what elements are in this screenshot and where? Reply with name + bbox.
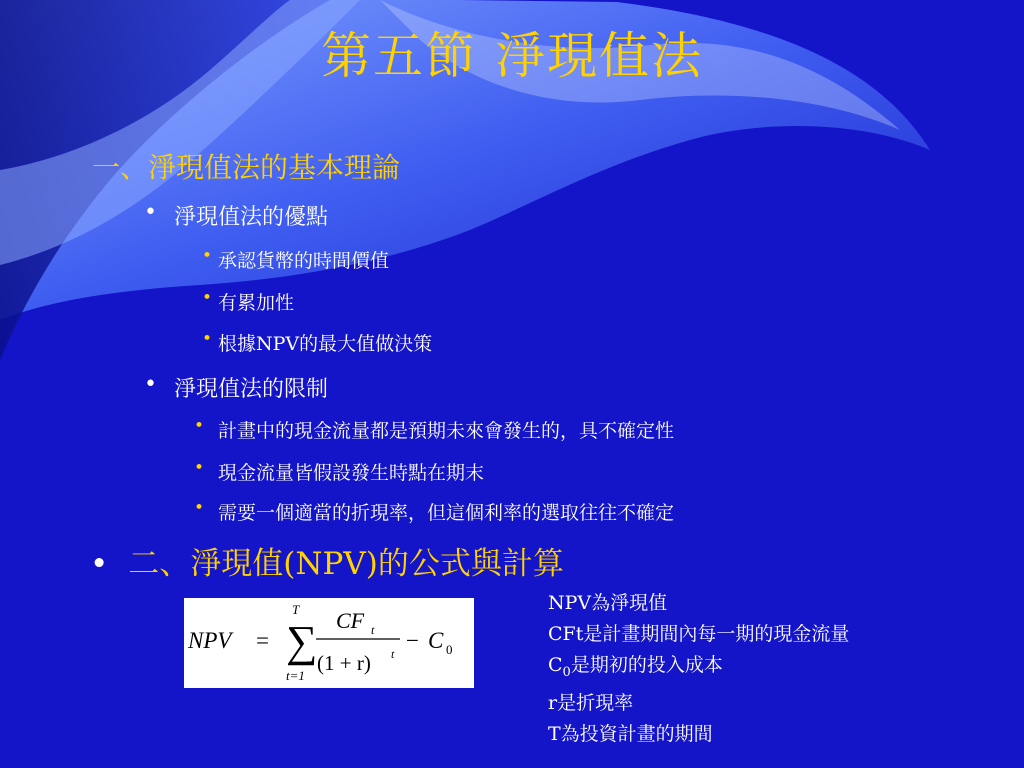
advantages-heading: • 淨現值法的優點 xyxy=(144,200,329,230)
bullet-icon: • xyxy=(90,546,109,582)
formula-c: C xyxy=(428,628,444,653)
bullet-icon: • xyxy=(202,288,213,308)
bullet-icon: • xyxy=(194,498,205,518)
formula-denominator-sup: t xyxy=(391,647,395,661)
definition-npv: NPV為淨現值 xyxy=(548,592,668,614)
bullet-icon: • xyxy=(194,416,205,436)
summation-icon: ∑ xyxy=(286,617,318,666)
bullet-icon: • xyxy=(202,329,213,349)
limitation-item: • 計畫中的現金流量都是預期未來會發生的，具不確定性 xyxy=(194,416,675,442)
npv-formula xyxy=(184,598,474,688)
section2-heading: • 二、淨現值(NPV)的公式與計算 xyxy=(90,546,564,582)
formula-minus: − xyxy=(406,628,419,653)
page-title: 第五節 淨現值法 xyxy=(321,27,703,85)
limitations-heading: • 淨現值法的限制 xyxy=(144,372,329,402)
formula-numerator-sub: t xyxy=(371,623,375,637)
advantage-item: • 根據NPV的最大值做決策 xyxy=(202,329,433,355)
definition-c0: $C_0$是期初的投入成本 xyxy=(548,654,723,680)
formula-numerator: CF xyxy=(336,608,365,633)
sum-upper-limit: T xyxy=(292,602,300,617)
bullet-icon: • xyxy=(144,200,157,225)
definitions-list xyxy=(548,588,849,750)
formula-denominator: (1 + r) xyxy=(317,651,371,675)
formula-equals: = xyxy=(256,628,269,653)
definition-cft: CFt是計畫期間內每一期的現金流量 xyxy=(548,623,850,645)
bullet-icon: • xyxy=(202,246,213,266)
limitation-item: • 需要一個適當的折現率，但這個利率的選取往往不確定 xyxy=(194,498,675,524)
section1-heading: 一、淨現值法的基本理論 xyxy=(92,151,401,184)
advantage-item: • 承認貨幣的時間價值 xyxy=(202,246,390,272)
limitation-item: • 現金流量皆假設發生時點在期末 xyxy=(194,458,485,484)
definition-t: T為投資計畫的期間 xyxy=(548,722,713,745)
bullet-icon: • xyxy=(144,372,157,397)
advantage-item: • 有累加性 xyxy=(202,288,295,314)
definition-r: r是折現率 xyxy=(548,691,634,714)
formula-c-sub: 0 xyxy=(446,642,453,657)
bullet-icon: • xyxy=(194,458,205,478)
formula-lhs: NPV xyxy=(188,628,232,653)
sum-lower-limit: t=1 xyxy=(286,668,305,683)
